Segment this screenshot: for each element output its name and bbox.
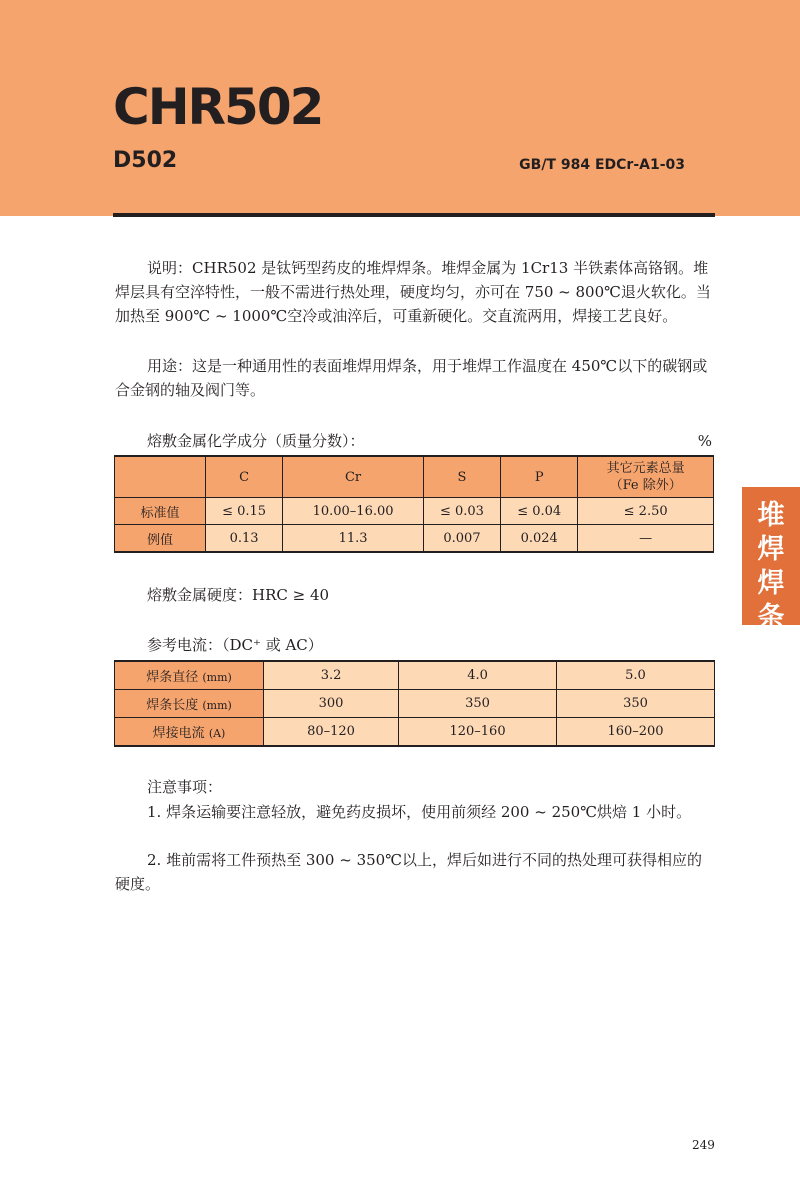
row-label-unit: (mm)	[202, 699, 232, 712]
current-title-value: （DC⁺ 或 AC）	[222, 636, 323, 654]
table-cell: 300	[264, 690, 399, 718]
table-cell: 160–200	[557, 718, 715, 747]
row-label-text: 焊条直径	[146, 670, 199, 685]
header-cell: P	[501, 456, 578, 498]
header-cell: Cr	[283, 456, 424, 498]
table-row	[115, 661, 715, 690]
table-row	[115, 690, 715, 718]
current-title-label: 参考电流：	[147, 636, 223, 654]
hardness-label: 熔敷金属硬度：	[147, 586, 253, 604]
usage-text: 这是一种通用性的表面堆焊用焊条，用于堆焊工作温度在 450℃以下的碳钢或合金钢的轴及阀门等。	[115, 357, 708, 399]
table-cell: 120–160	[399, 718, 557, 747]
table-cell: ≤ 0.15	[206, 498, 283, 525]
row-label-unit: (A)	[208, 727, 226, 740]
row-label	[115, 718, 264, 747]
table-cell: 350	[399, 690, 557, 718]
product-subcode: D502	[113, 148, 178, 173]
row-label: 例值	[115, 525, 206, 553]
table-cell: 80–120	[264, 718, 399, 747]
side-tab-label: 堆焊焊条	[757, 500, 785, 633]
table-cell: 0.007	[423, 525, 500, 553]
current-table-title	[147, 635, 323, 655]
table-header-row	[115, 456, 714, 498]
table-cell: 0.024	[501, 525, 578, 553]
row-label-text: 焊接电流	[152, 726, 205, 741]
table-cell: 11.3	[283, 525, 424, 553]
chem-composition-table	[114, 455, 714, 553]
header-cell: S	[423, 456, 500, 498]
product-title: CHR502	[113, 78, 323, 136]
section-side-tab	[742, 487, 800, 633]
row-label	[115, 690, 264, 718]
row-label-text: 焊条长度	[146, 698, 199, 713]
table-row	[115, 718, 715, 747]
table-cell: ≤ 0.04	[501, 498, 578, 525]
note-item-2: 2. 堆前需将工件预热至 300 ~ 350℃以上，焊后如进行不同的热处理可获得相应的硬度。	[115, 851, 702, 893]
table-row	[115, 498, 714, 525]
reference-current-table	[114, 660, 715, 747]
usage-label: 用途：	[147, 357, 193, 375]
table-row	[115, 525, 714, 553]
table-cell: 0.13	[206, 525, 283, 553]
row-label: 标准值	[115, 498, 206, 525]
table-cell: 350	[557, 690, 715, 718]
table-cell: ≤ 0.03	[423, 498, 500, 525]
description-label: 说明：	[147, 259, 193, 277]
table-cell: 3.2	[264, 661, 399, 690]
table-cell: ≤ 2.50	[578, 498, 714, 525]
header-cell: C	[206, 456, 283, 498]
chem-table-title: 熔敷金属化学成分（质量分数）：	[147, 432, 365, 450]
standard-code: GB/T 984 EDCr-A1-03	[519, 157, 685, 173]
row-label	[115, 661, 264, 690]
table-cell: 4.0	[399, 661, 557, 690]
table-cell: 10.00–16.00	[283, 498, 424, 525]
page-number: 249	[692, 1138, 715, 1152]
chem-table-unit: %	[697, 432, 712, 450]
note-item-1: 1. 焊条运输要注意轻放，避免药皮损坏，使用前须经 200 ~ 250℃烘焙 1 小时。	[147, 803, 692, 821]
hardness-line	[147, 585, 329, 605]
description-text: CHR502 是钛钙型药皮的堆焊焊条。堆焊金属为 1Cr13 半铁素体高铬钢。堆焊层具有空淬特性，一般不需进行热处理，硬度均匀，亦可在 750 ~ 800℃退火软化。当加热至 900℃ ~ 1000℃空冷或油淬后，可重新硬化。交直流两用，焊接工艺良好。	[115, 259, 711, 325]
header-cell-empty	[115, 456, 206, 498]
description-paragraph	[115, 256, 715, 328]
notes-title: 注意事项：	[147, 778, 223, 796]
table-cell: 5.0	[557, 661, 715, 690]
header-cell-line: （Fe 除外）	[609, 478, 682, 493]
header-rule	[113, 213, 715, 217]
header-cell-other	[578, 456, 714, 498]
header-cell-line: 其它元素总量	[606, 461, 685, 476]
usage-paragraph	[115, 354, 715, 402]
hardness-value: HRC ≥ 40	[252, 586, 330, 604]
row-label-unit: (mm)	[202, 671, 232, 684]
table-cell: —	[578, 525, 714, 553]
